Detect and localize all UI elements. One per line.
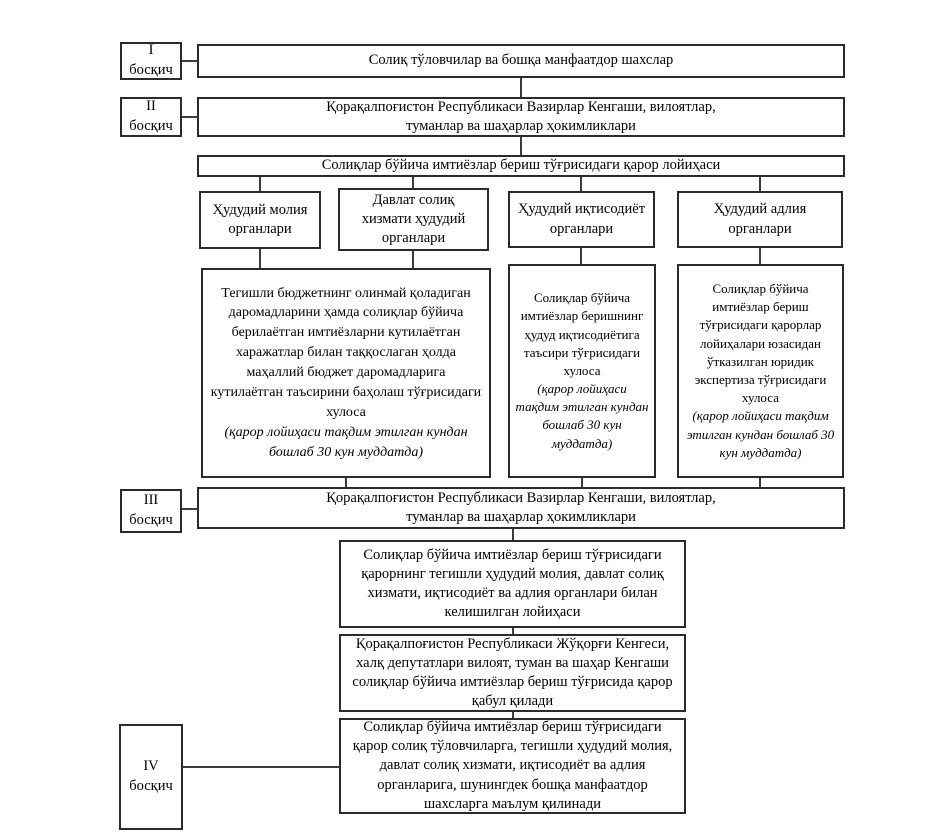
ministers-council-box-1 (197, 97, 845, 137)
org-finance-text: Ҳудудий молия органлари (212, 201, 308, 237)
ministers-council-line2: туманлар ва шаҳарлар ҳокимликлари (406, 118, 636, 134)
stage-4-numeral: IV (143, 758, 159, 775)
decision-draft-text: Солиқлар бўйича имтиёзлар бериш тўғрисидаги қарор лойиҳаси (321, 157, 721, 174)
stage-3-box (120, 489, 182, 533)
connector-org-economy-to-conclusion (580, 248, 582, 264)
conclusion-economy-box (508, 264, 656, 478)
ministers-council-line1: Қорақалпоғистон Республикаси Вазирлар Кенгаши, вилоятлар, (326, 98, 716, 115)
conclusion-economy-text: Солиқлар бўйича имтиёзлар беришнинг ҳудуд иқтисодиётига таъсири тўғрисидаги хулоса (520, 290, 644, 378)
conclusion-justice-text: Солиқлар бўйича имтиёзлар бериш тўғрисидаги қарорлар лойиҳалари юзасидан ўтказилган юридик экспертиза тўғрисидаги хулоса (694, 281, 827, 406)
stage-1-box (120, 42, 182, 80)
conclusion-justice-box (677, 264, 844, 478)
org-economy-text: Ҳудудий иқтисодиёт органлари (517, 201, 646, 237)
conclusion-finance-text: Тегишли бюджетнинг олинмай қоладиган даромадларини ҳамда солиқлар бўйича берилаётган имтиёзларни кутилаётган харажатлар билан таққослаган ҳолда маҳаллий бюджет даромадларига кутилаётган таъсирини баҳолаш тўғрисидаги хулоса (210, 285, 482, 420)
conclusion-finance-box (201, 268, 491, 478)
ministers-council-2-line1: Қорақалпоғистон Республикаси Вазирлар Кенгаши, вилоятлар, (326, 489, 716, 506)
connector-org-tax-to-conclusion (412, 251, 414, 268)
org-tax-text: Давлат солиқ хизмати ҳудудий органлари (361, 191, 466, 247)
connector-conclusion1-to-stage3 (345, 478, 347, 487)
connector-draft-to-org-finance (259, 177, 261, 191)
stage-1-numeral: I (148, 42, 154, 59)
taxpayers-box (197, 44, 845, 78)
connector-stage1-to-taxpayers (182, 60, 197, 62)
stage-4-label: босқич (129, 778, 173, 794)
council-decision-box (339, 634, 686, 712)
connector-stage3-to-ministers (182, 508, 197, 510)
connector-draft-to-org-economy (580, 177, 582, 191)
connector-agreed-draft-to-council (512, 628, 514, 634)
decision-draft-bar (197, 155, 845, 177)
agreed-draft-box (339, 540, 686, 628)
conclusion-economy-deadline-note: (қарор лойиҳаси тақдим этилган кундан бошлаб 30 кун муддатда) (515, 381, 649, 451)
notification-box (339, 718, 686, 814)
conclusion-justice-deadline-note: (қарор лойиҳаси тақдим этилган кундан бошлаб 30 кун муддатда) (686, 408, 835, 460)
connector-stage4-to-notification (183, 766, 339, 768)
connector-taxpayers-to-ministers (520, 78, 522, 97)
connector-conclusion3-to-stage3 (759, 478, 761, 487)
notification-text: Солиқлар бўйича имтиёзлар бериш тўғрисидаги қарор солиқ тўловчиларга, тегишли ҳудудий молия, давлат солиқ хизмати, иқтисодиёт ва адлия органларига, шунингдек бошқа манфаатдор шахсларга маълум қилинади (352, 719, 673, 812)
ministers-council-2-line2: туманлар ва шаҳарлар ҳокимликлари (406, 509, 636, 525)
ministers-council-box-2 (197, 487, 845, 529)
stage-4-box (119, 724, 183, 830)
stage-1-label: босқич (129, 62, 173, 78)
agreed-draft-text: Солиқлар бўйича имтиёзлар бериш тўғрисидаги қарорнинг тегишли ҳудудий молия, давлат солиқ хизмати, иқтисодиёт ва адлия органлари билан келишилган лойиҳаси (361, 546, 664, 621)
council-decision-text: Қорақалпоғистон Республикаси Жўқорғи Кенгеси, халқ депутатлари вилоят, туман ва шаҳар Кенгаши солиқлар бўйича имтиёзлар бериш тўғрисида қарор қабул қилади (352, 635, 673, 710)
connector-org-finance-to-conclusion (259, 249, 261, 268)
connector-draft-to-org-tax (412, 177, 414, 188)
org-justice-box (677, 191, 843, 248)
connector-ministers-to-draft (520, 137, 522, 155)
taxpayers-text: Солиқ тўловчилар ва бошқа манфаатдор шахслар (368, 52, 674, 69)
connector-ministers2-to-agreed-draft (512, 529, 514, 540)
stage-2-box (120, 97, 182, 137)
connector-org-justice-to-conclusion (759, 248, 761, 264)
connector-stage2-to-ministers (182, 116, 197, 118)
org-tax-box (338, 188, 489, 251)
conclusion-finance-deadline-note: (қарор лойиҳаси тақдим этилган кундан бошлаб 30 кун муддатда) (224, 424, 468, 460)
stage-2-numeral: II (146, 98, 156, 115)
connector-council-to-notification (512, 712, 514, 718)
connector-draft-to-org-justice (759, 177, 761, 191)
org-economy-box (508, 191, 655, 248)
stage-3-label: босқич (129, 512, 173, 528)
org-justice-text: Ҳудудий адлия органлари (713, 201, 807, 237)
org-finance-box (199, 191, 321, 249)
stage-2-label: босқич (129, 118, 173, 134)
stage-3-numeral: III (143, 492, 159, 509)
connector-conclusion2-to-stage3 (581, 478, 583, 487)
